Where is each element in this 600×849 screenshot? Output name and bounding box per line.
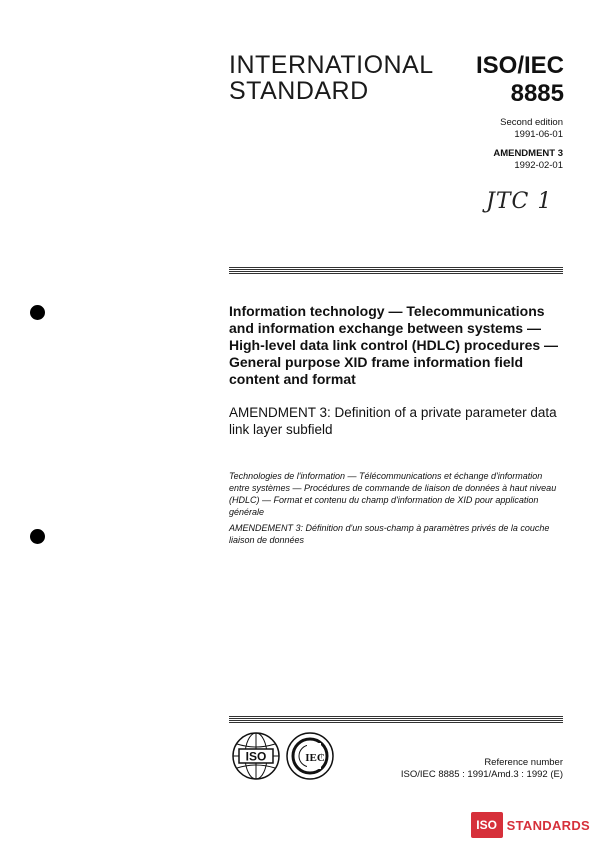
standard-type [229,52,434,104]
amendment-date: 1992-02-01 [514,160,563,171]
french-title: Technologies de l'information — Télécommunications et échange d'information entre systèmes — Procédures de commande de liaison de données à haut niveau (HDLC) — Format et contenu du champ d'information de XID pour application générale [229,471,557,517]
edition-label: Second edition [500,117,563,128]
top-divider [229,267,563,275]
bottom-divider [229,716,563,724]
reference-number: ISO/IEC 8885 : 1991/Amd.3 : 1992 (E) [400,769,563,780]
standard-type-line1: INTERNATIONAL [229,51,434,79]
amendment-info [493,148,563,172]
footer-brand [471,812,590,838]
document-prefix: ISO/IEC [475,52,564,79]
iso-logo-text: ISO [245,749,267,764]
iec-logo-text: IEC [305,752,325,764]
punch-hole-bottom [30,529,45,544]
document-number [476,52,564,108]
reference-label: Reference number [484,757,563,768]
document-code: 8885 [510,80,564,107]
iso-logo [231,731,281,781]
handwritten-note: JTC 1 [486,189,553,214]
brand-text: STANDARDS [506,817,590,833]
edition-info [500,117,563,141]
english-amendment-title: AMENDMENT 3: Definition of a private parameter data link layer subfield [229,405,557,437]
edition-date: 1991-06-01 [514,129,563,140]
reference-number-block [401,757,563,781]
punch-hole-top [30,305,45,320]
french-amendment-title: AMENDEMENT 3: Définition d'un sous-champ à paramètres privés de la couche liaison de données [229,523,550,545]
brand-badge: ISO [471,812,503,838]
english-title: Information technology — Telecommunications and information exchange between systems — High-level data link control (HDLC) procedures — General purpose XID frame information field content and format [229,303,559,387]
standard-type-line2: STANDARD [229,77,369,105]
amendment-label: AMENDMENT 3 [493,148,563,159]
iec-logo [285,731,335,781]
